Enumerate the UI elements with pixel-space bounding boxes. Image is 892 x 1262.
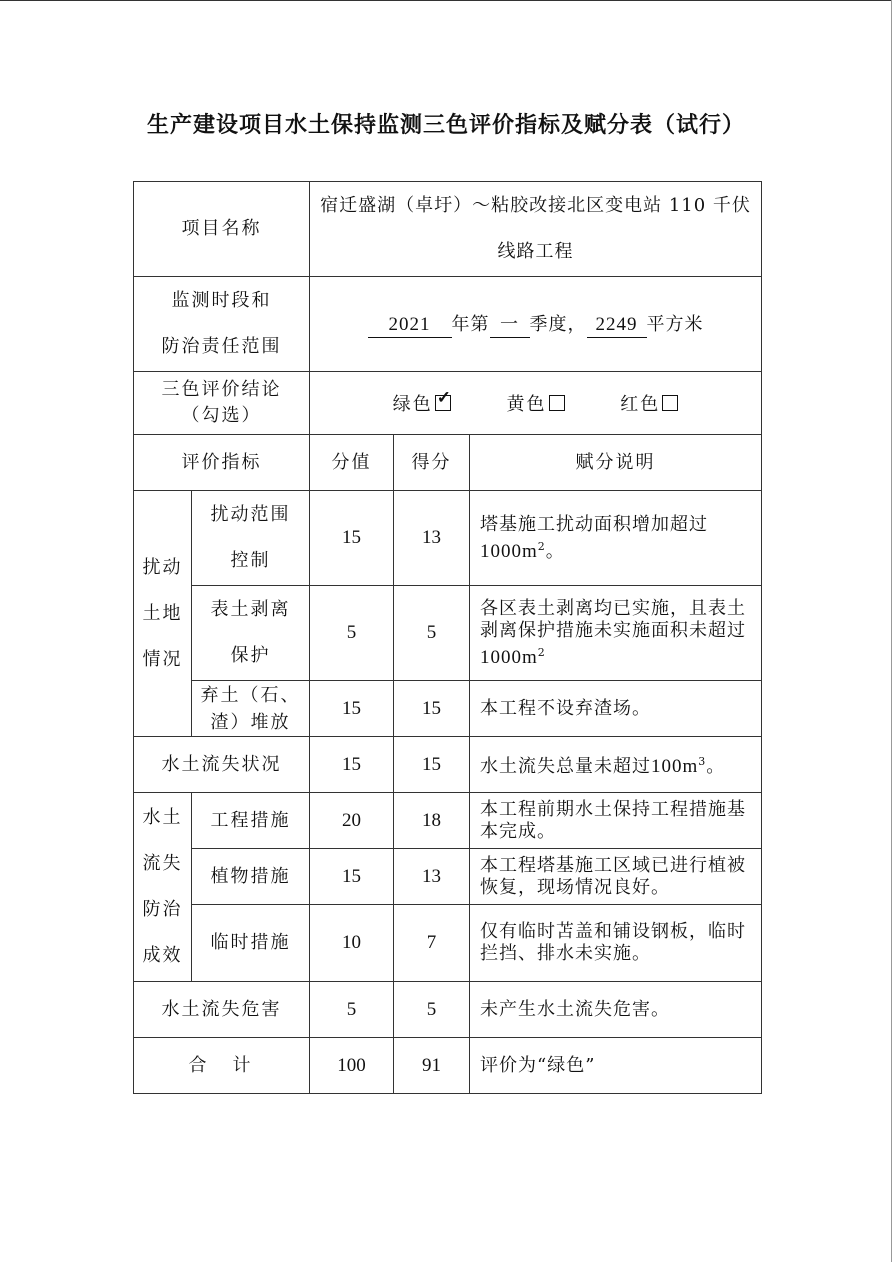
top-border (0, 0, 892, 1)
scope-desc-value: 1000m (480, 540, 538, 562)
group-disturbance-line1: 扰动 (142, 556, 183, 578)
green-checkbox[interactable] (435, 388, 454, 411)
red-checkbox[interactable] (662, 395, 678, 411)
table-row (134, 793, 762, 849)
plant-score: 15 (310, 849, 394, 905)
yellow-checkbox[interactable] (549, 395, 565, 411)
scope-score: 15 (310, 491, 394, 586)
hazard-desc: 未产生水土流失危害。 (470, 982, 762, 1038)
group-disturbance-line3: 情况 (142, 648, 183, 670)
topsoil-desc-text: 各区表土剥离均已实施，且表土剥离保护措施未实施面积未超过 (480, 597, 746, 641)
scope-label-line2: 控制 (230, 550, 271, 571)
area-text: 平方米 (646, 314, 704, 335)
temporary-label: 临时措施 (192, 905, 310, 982)
topsoil-label (192, 586, 310, 681)
spoil-label (192, 681, 310, 737)
topsoil-desc (470, 586, 762, 681)
quarter-text: 季度， (529, 314, 587, 335)
evaluation-table (133, 181, 762, 1094)
year-text: 年第 (451, 314, 490, 335)
loss-desc (470, 737, 762, 793)
option-green[interactable] (392, 388, 454, 415)
header-explanation: 赋分说明 (470, 435, 762, 491)
loss-obtained: 15 (394, 737, 470, 793)
engineering-obtained: 18 (394, 793, 470, 849)
loss-desc-text: 水土流失总量未超过 (480, 756, 651, 777)
loss-desc-end: 。 (706, 756, 726, 777)
engineering-label: 工程措施 (192, 793, 310, 849)
temporary-desc: 仅有临时苫盖和铺设钢板，临时拦挡、排水未实施。 (470, 905, 762, 982)
period-value (310, 277, 762, 372)
total-desc: 评价为“绿色” (470, 1038, 762, 1094)
hazard-label: 水土流失危害 (134, 982, 310, 1038)
loss-desc-sup: 3 (698, 755, 707, 768)
period-label-line1: 监测时段和 (171, 290, 272, 311)
topsoil-label-line2: 保护 (230, 645, 271, 666)
option-green-label: 绿色 (392, 394, 433, 415)
plant-desc: 本工程塔基施工区域已进行植被恢复，现场情况良好。 (470, 849, 762, 905)
group-control-line2: 流失 (142, 853, 183, 874)
topsoil-desc-value: 1000m (480, 646, 538, 668)
quarter-value: 一 (490, 313, 530, 338)
total-score: 100 (310, 1038, 394, 1094)
hazard-obtained: 5 (394, 982, 470, 1038)
loss-score: 15 (310, 737, 394, 793)
scope-desc (470, 491, 762, 586)
scope-desc-sup: 2 (537, 539, 546, 553)
page-title: 生产建设项目水土保持监测三色评价指标及赋分表（试行） (146, 113, 745, 138)
temporary-obtained: 7 (394, 905, 470, 982)
engineering-desc: 本工程前期水土保持工程措施基本完成。 (470, 793, 762, 849)
project-value-line2: 线路工程 (497, 241, 574, 262)
period-label-line2: 防治责任范围 (161, 336, 282, 357)
spoil-obtained: 15 (394, 681, 470, 737)
conclusion-label-line1: 三色评价结论 (161, 379, 282, 400)
area-value: 2249 (587, 313, 647, 338)
year-value: 2021 (368, 313, 452, 338)
table-row (134, 982, 762, 1038)
check-icon: ✓ (436, 388, 454, 408)
plant-obtained: 13 (394, 849, 470, 905)
scope-obtained: 13 (394, 491, 470, 586)
header-row (134, 435, 762, 491)
table-row (134, 905, 762, 982)
header-score: 分值 (310, 435, 394, 491)
project-value-line1: 宿迁盛湖（卓圩）～粘胶改接北区变电站 110 千伏 (320, 195, 751, 216)
loss-desc-value: 100m (651, 756, 699, 777)
spoil-score: 15 (310, 681, 394, 737)
spoil-label-line1: 弃土（石、 (200, 684, 301, 706)
project-value (310, 182, 762, 277)
group-disturbance (134, 491, 192, 737)
topsoil-label-line1: 表土剥离 (210, 599, 291, 620)
scope-label-line1: 扰动范围 (210, 504, 291, 525)
conclusion-label-line2: （勾选） (181, 405, 262, 426)
header-obtained: 得分 (394, 435, 470, 491)
scope-desc-end: 。 (545, 540, 565, 562)
option-yellow-label: 黄色 (506, 394, 547, 415)
spoil-desc: 本工程不设弃渣场。 (470, 681, 762, 737)
total-obtained: 91 (394, 1038, 470, 1094)
table-row (134, 681, 762, 737)
table-row (134, 491, 762, 586)
total-label: 合 计 (134, 1038, 310, 1094)
conclusion-row (134, 372, 762, 435)
table-row (134, 586, 762, 681)
project-label: 项目名称 (134, 182, 310, 277)
header-indicator: 评价指标 (134, 435, 310, 491)
topsoil-obtained: 5 (394, 586, 470, 681)
topsoil-desc-sup: 2 (537, 645, 546, 659)
group-control-line4: 成效 (142, 945, 183, 966)
option-yellow[interactable] (507, 394, 565, 415)
plant-label: 植物措施 (192, 849, 310, 905)
engineering-score: 20 (310, 793, 394, 849)
scope-label (192, 491, 310, 586)
group-control-line1: 水土 (142, 807, 183, 828)
table-row (134, 737, 762, 793)
project-row (134, 182, 762, 277)
option-red[interactable] (620, 394, 678, 415)
group-disturbance-line2: 土地 (142, 602, 183, 624)
group-control-line3: 防治 (142, 899, 183, 920)
topsoil-score: 5 (310, 586, 394, 681)
spoil-label-line2: 渣）堆放 (210, 711, 291, 733)
period-label (134, 277, 310, 372)
conclusion-label (134, 372, 310, 435)
period-row (134, 277, 762, 372)
total-row (134, 1038, 762, 1094)
conclusion-options (310, 372, 762, 435)
group-control (134, 793, 192, 982)
scope-desc-text: 塔基施工扰动面积增加超过 (480, 513, 708, 535)
option-red-label: 红色 (620, 394, 661, 415)
loss-label: 水土流失状况 (134, 737, 310, 793)
temporary-score: 10 (310, 905, 394, 982)
hazard-score: 5 (310, 982, 394, 1038)
table-row (134, 849, 762, 905)
